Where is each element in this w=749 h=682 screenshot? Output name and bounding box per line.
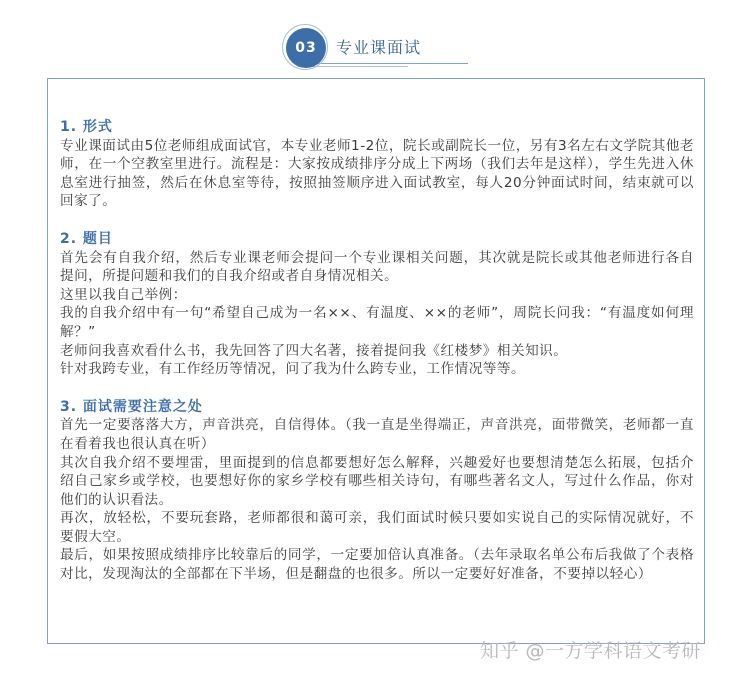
paragraph: 这里以我自己举例： bbox=[60, 286, 187, 303]
paragraph: 再次，放轻松，不要玩套路，老师都很和蔼可亲，我们面试时候只要如实说自己的实际情况就好，不要假大空。 bbox=[60, 510, 694, 545]
section-header-title: 专业课面试 bbox=[336, 38, 422, 57]
section-header bbox=[272, 22, 472, 68]
paragraph: 最后，如果按照成绩排序比较靠后的同学，一定要加倍认真准备。（去年录取名单公布后我做了个表格对比，发现淘汰的全部都在下半场，但是翻盘的也很多。所以一定要好好准备，不要掉以轻心） bbox=[60, 547, 694, 583]
section-questions bbox=[60, 230, 694, 379]
paragraph: 我的自我介绍中有一句“希望自己成为一名××、有温度、××的老师”，周院长问我：“有温度如何理解？” bbox=[60, 305, 694, 340]
paragraph: 首先一定要落落大方，声音洪亮，自信得体。（我一直是坐得端正，声音洪亮，面带微笑，老师都一直在看着我也很认真在听） bbox=[60, 417, 694, 452]
paragraph: 首先会有自我介绍，然后专业课老师会提问一个专业课相关问题，其次就是院长或其他老师进行各自提问，所提问题和我们的自我介绍或者自身情况相关。 bbox=[60, 249, 694, 285]
paragraph: 老师问我喜欢看什么书，我先回答了四大名著，接着提问我《红楼梦》相关知识。 bbox=[60, 342, 568, 359]
section-notes bbox=[60, 398, 694, 584]
section-title: 3. 面试需要注意之处 bbox=[60, 398, 203, 415]
paragraph: 专业课面试由5位老师组成面试官，本专业老师1-2位，院长或副院长一位，另有3名左右文学院其他老师，在一个空教室里进行。流程是：大家按成绩排序分成上下两场（我们去年是这样），学生先进入休息室进行抽签，然后在休息室等待，按照抽签顺序进入面试教室，每人20分钟面试时间，结束就可以回家了。 bbox=[60, 137, 694, 210]
paragraph: 针对我跨专业，有工作经历等情况，问了我为什么跨专业，工作情况等等。 bbox=[60, 361, 526, 378]
article-body bbox=[60, 118, 694, 584]
header-underline bbox=[318, 63, 468, 64]
watermark: 知乎 @一方学科语文考研 bbox=[480, 640, 702, 662]
section-form bbox=[60, 118, 694, 211]
section-title: 1. 形式 bbox=[60, 119, 113, 135]
section-title: 2. 题目 bbox=[60, 230, 113, 247]
section-number-badge: 03 bbox=[286, 28, 326, 68]
paragraph: 其次自我介绍不要埋雷，里面提到的信息都要想好怎么解释，兴趣爱好也要想清楚怎么拓展，包括介绍自己家乡或学校，也要想好你的家乡学校有哪些相关诗句，有哪些著名文人，写过什么作品，你对他们的认识看法。 bbox=[60, 454, 694, 508]
